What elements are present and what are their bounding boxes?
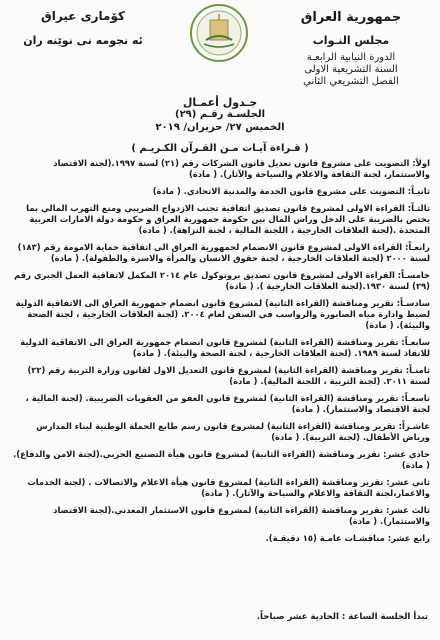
agenda-item: عاشـراً: تقرير ومناقشة (القراءة الثانية) لمشروع قانون رسم طابع الحملة الوطنية لبناء المدارس ورياض الأطفال. (لجنة التربية). ( مادة): [36, 421, 430, 442]
header-right: [276, 10, 426, 88]
agenda-item: خامسـاً: القراءة الاولى لمشروع قانون تصديق بروتوكول عام ٢٠١٤ المكمل لاتفاقية العمل الجبري رقم (٢٩) لسنة ١٩٣٠.(لجنة العلاقات الخارجية ). ( مادة): [14, 270, 430, 291]
agenda-item: حادي عشر: تقرير ومناقشة (القراءة الثانية) لمشروع قانون هيأة التصنيع الحربي.(لجنة الامن والدفاع). ( مادة): [13, 449, 430, 470]
parliament-emblem-icon: [186, 2, 252, 64]
agenda-item: ثامنـاً: تقرير ومناقشة (القراءة الثانية) لمشروع قانون التعديل الاول لقانون وزارة التربية رقم (٢٢) لسنة ٢٠١١. (لجنة التربية ، اللجنة المالية). ( مادة): [27, 365, 430, 386]
agenda-item: رابعـاً: القراءة الاولى لمشروع قانون الانضمام لجمهورية العراق الى اتفاقية حماية الامومة رقم (١٨٣) لسنة ٢٠٠٠ (لجنة العلاقات الخارجية ، لجنة حقوق الانسان والمرأة والاسرة والطفولة). ( مادة): [17, 242, 430, 263]
country-name: جمهورية العراق: [300, 10, 402, 25]
agenda-item: رابع عشر: مناقشـات عامـة (١٥ دقيقـة).: [265, 533, 430, 543]
agenda-item: اولاً: التصويت على مشروع قانون تعديل قانون الشركات رقم (٢١) لسنة ١٩٩٧.(لجنة الاقتصاد والاستثمار، لجنة الثقافة والاعلام والسياحة والآثار). ( مادة): [53, 158, 430, 179]
agenda-item: ثاني عشر: تقرير ومناقشة (القراءة الثانية) لمشروع قانون هيأة الاعلام والاتصالات . (لجنة الخدمات والاعمار،لجنة الثقافة والاعلام والسياحة والآثار). ( مادة): [27, 477, 430, 498]
agenda-item: ثالثـاً: القراءة الاولى لمشروع قانون تصديق اتفاقية تجنب الازدواج الضريبي ومنع التهرب المالي بما يختص بالضريبة على الدخل وراس المال بين حكومة جمهورية العراق و حكومة دولة الامارات العربية المتحدة .(لجنة العلاقات الخارجية ، اللجنة المالية ، لجنة النزاهة). ( مادة): [26, 203, 430, 235]
quran-recitation: ( قـراءة آيـات مـن القـرآن الكـريـم ): [131, 143, 309, 154]
agenda-items: [12, 158, 430, 550]
council-name: مجلس النـواب: [312, 34, 390, 47]
session-number: الجلسـة رقـم (٢٩): [174, 109, 266, 120]
agenda-item: سادسـاً: تقرير ومناقشة (القراءة الثانية) لمشروع قانون انضمام جمهورية العراق الى الاتفاقية الدولية لضبط وادارة مياه الصابورة والرواسب في السفن لعام ٢٠٠٤. (لجنة العلاقات الخارجية ، لجنة الصحة والبيئة). ( مادة): [15, 298, 430, 330]
session-line-3: الفصل التشريعي الثاني: [303, 76, 399, 87]
session-line-2: السنة التشريعية الاولى: [304, 64, 398, 75]
agenda-item: سابعـاً: تقرير ومناقشة (القراءة الثانية) لمشروع قانون انضمام جمهورية العراق الى الاتفاقية الدولية للانقاذ لسنة ١٩٨٩. (لجنة العلاقات الخارجية ، لجنة الصحة والبيئة). ( مادة): [20, 337, 430, 358]
session-start-time: تبدأ الجلسة الساعة : الحادية عشر صباحاً.: [256, 612, 428, 622]
agenda-item: ثالث عشر: تقرير ومناقشة (القراءة الثانية) لمشروع قانون الاستثمار المعدني.(لجنة الاقتصاد والاستثمار). ( مادة): [53, 505, 430, 526]
kurdish-council-name: ئه نجومه نی نوێنه ران: [23, 34, 143, 47]
session-date: الخميس ٢٧/ حزيران/ ٢٠١٩: [155, 122, 285, 133]
kurdish-country-name: كۆماری عیراق: [41, 9, 125, 23]
session-line-1: الدورة النيابية الرابعـة: [306, 52, 396, 63]
agenda-title: جـدول أعمـال: [182, 96, 258, 109]
header-left: [18, 8, 148, 48]
agenda-item: ثانيـاً: التصويت على مشروع قانون الخدمة والمدنية الاتحادي. ( مادة): [152, 186, 430, 196]
agenda-item: تاسعـاً: تقرير ومناقشة (القراءة الثانية) لمشروع قانون العفو من العقوبات الضريبية. (لجنة المالية ، لجنة الاقتصاد والاستثمار). ( مادة): [25, 393, 430, 414]
